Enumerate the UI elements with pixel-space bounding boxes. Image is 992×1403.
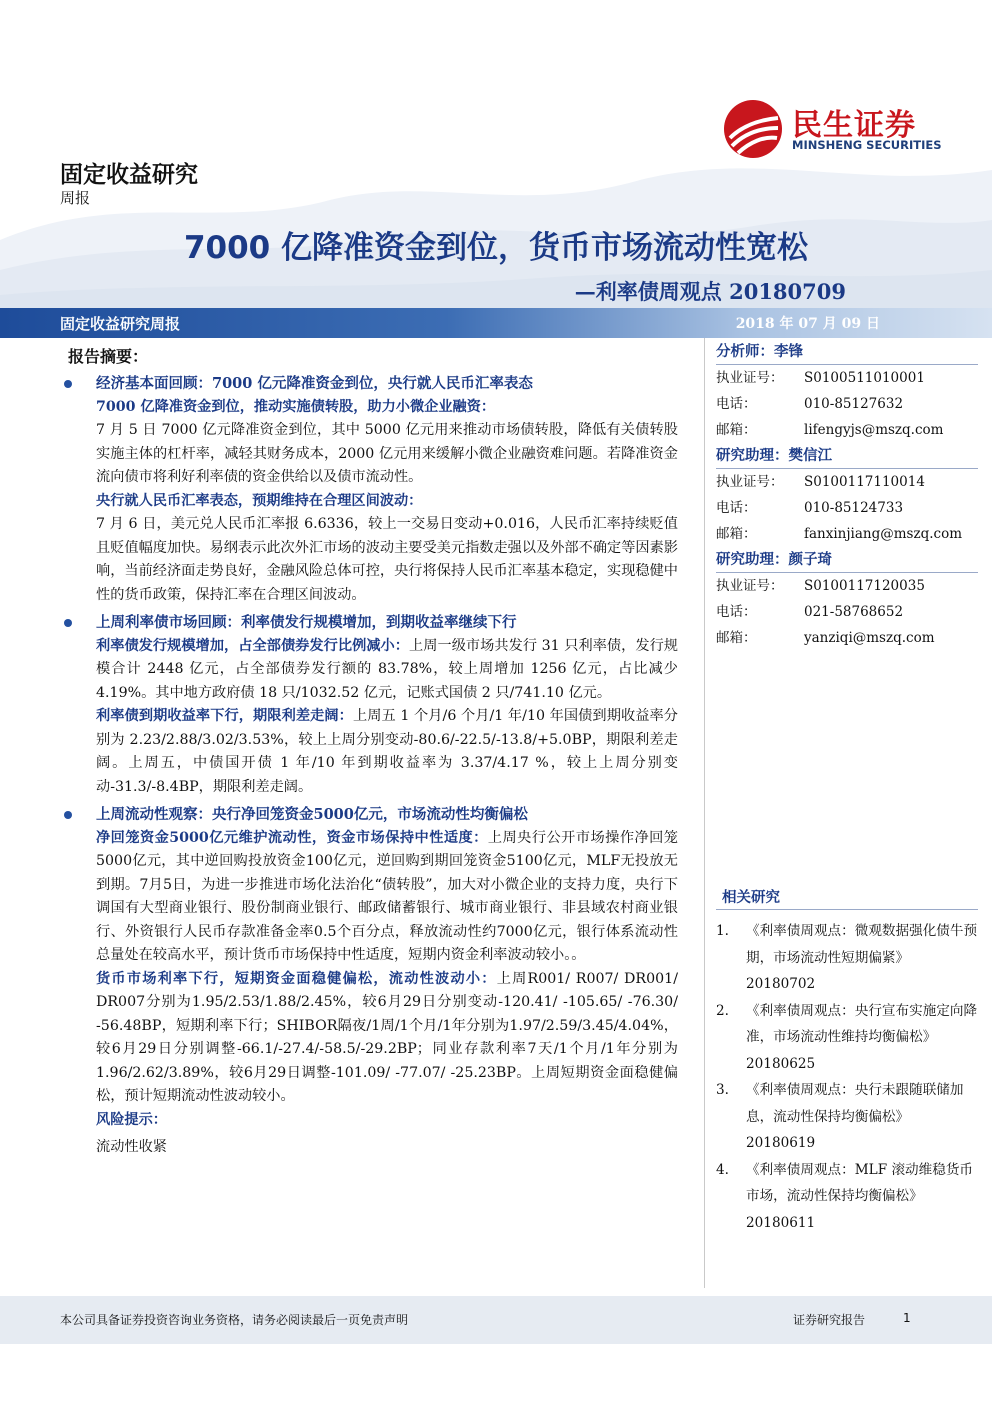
abstract-body	[68, 372, 678, 1160]
risk-heading: 风险提示：	[96, 1111, 167, 1128]
phone-row: 电话： 010-85124733	[716, 500, 904, 516]
related-item[interactable]: 1. 《利率债周观点：微观数据强化债牛预期，市场流动性短期偏紧》 20180702	[716, 923, 978, 992]
section-heading: 上周利率债市场回顾：利率债发行规模增加，到期收益率继续下行	[68, 611, 678, 635]
abstract-heading: 报告摘要：	[68, 347, 149, 366]
page-footer	[0, 1296, 992, 1344]
bullet-icon	[64, 380, 72, 388]
contact-heading: 分析师：李锋	[716, 340, 978, 365]
email-row[interactable]: 邮箱： yanziqi@mszq.com	[716, 630, 935, 646]
bullet-icon	[64, 619, 72, 627]
section-heading: 上周流动性观察：央行净回笼资金5000亿元，市场流动性均衡偏松	[68, 803, 678, 827]
contact-heading: 研究助理：樊信江	[716, 444, 978, 469]
related-item[interactable]: 3. 《利率债周观点：央行未跟随联储加息，流动性保持均衡偏松》 20180619	[716, 1082, 964, 1151]
paragraph: 利率债到期收益率下行，期限利差走阔：上周五 1 个月/6 个月/1 年/10 年国债到期收益率分别为 2.23/2.88/3.02/3.53%，较上上周分别变动-80.6/-22.5/-13.8/+5.0BP，期限利差走阔。上周五，中债国开债 1 年/10 年到期收益率为 3.37/4.17 %，较上上周分别变动-31.3/-8.4BP，期限利差走阔。	[96, 708, 678, 795]
report-category: 固定收益研究	[60, 162, 198, 188]
paragraph: 利率债发行规模增加，占全部债券发行比例减小：上周一级市场共发行 31 只利率债，发行规模合计 2448 亿元，占全部债券发行额的 83.78%，较上周增加 1256 亿元，占比减少 4.19%。其中地方政府债 18 只/1032.52 亿元，记账式国债 2 只/741.10 亿元。	[96, 637, 678, 701]
license-row: 执业证号： S0100511010001	[716, 370, 925, 386]
report-title: 7000 亿降准资金到位，货币市场流动性宽松	[183, 230, 809, 266]
license-row: 执业证号： S0100117120035	[716, 578, 925, 594]
related-research-heading: 相关研究	[716, 886, 978, 910]
report-label: 证券研究报告	[793, 1313, 866, 1327]
report-date: 2018 年 07 月 09 日	[735, 316, 880, 332]
license-row: 执业证号： S0100117110014	[716, 474, 925, 490]
logo-name-cn: 民生证券	[792, 108, 916, 143]
paragraph: 货币市场利率下行，短期资金面稳健偏松，流动性波动小：上周R001/ R007/ DR001/ DR007分别为1.95/2.53/1.88/2.45%，较6月29日分别变动-120.41/ -105.65/ -76.30/ -56.48BP，短期利率下行；SHIBOR隔夜/1周/1个月/1年分别为1.97/2.59/3.45/4.04%，较6月29日分别调整-66.1/-27.4/-58.5/-29.2BP；同业存款利率7天/1个月/1年分别为1.96/2.62/3.89%，较6月29日调整-101.09/ -77.07/ -25.23BP。上周短期资金面稳健偏松，预计短期流动性波动较小。	[96, 970, 678, 1104]
bullet-icon	[64, 811, 72, 819]
email-row[interactable]: 邮箱： fanxinjiang@mszq.com	[716, 526, 963, 542]
phone-row: 电话： 010-85127632	[716, 396, 904, 412]
section-heading: 经济基本面回顾：7000 亿元降准资金到位，央行就人民币汇率表态	[68, 372, 678, 396]
phone-row: 电话： 021-58768652	[716, 604, 904, 620]
paragraph-heading: 7000 亿降准资金到位，推动实施债转股，助力小微企业融资：	[96, 398, 496, 415]
page-number: 1	[903, 1311, 911, 1325]
report-type: 周报	[60, 189, 91, 207]
related-item[interactable]: 2. 《利率债周观点：央行宣布实施定向降准，市场流动性维持均衡偏松》 20180625	[716, 1002, 978, 1072]
risk-text: 流动性收紧	[96, 1139, 167, 1155]
paragraph-text: 7 月 6 日，美元兑人民币汇率报 6.6336，较上一交易日变动+0.016，人民币汇率持续贬值且贬值幅度加快。易纲表示此次外汇市场的波动主要受美元指数走强以及外部不确定等因素影响，当前经济面走势良好，金融风险总体可控，央行将保持人民币汇率基本稳定，实现稳健中性的货币政策，保持汇率在合理区间波动。	[96, 516, 678, 603]
related-item[interactable]: 4. 《利率债周观点：MLF 滚动维稳货币市场，流动性保持均衡偏松》 20180611	[716, 1161, 974, 1231]
contact-heading: 研究助理：颜子琦	[716, 548, 978, 573]
band-label: 固定收益研究周报	[60, 315, 181, 333]
paragraph-heading: 央行就人民币汇率表态，预期维持在合理区间波动：	[96, 492, 423, 509]
minsheng-logo-icon	[722, 98, 784, 160]
assistant-block	[716, 444, 978, 547]
paragraph-text: 7 月 5 日 7000 亿元降准资金到位，其中 5000 亿元用来推动市场债转股，降低有关债转股实施主体的杠杆率，减轻其财务成本，2000 亿元用来缓解小微企业融资难问题。若降准资金流向债市将利好利率债的资金供给以及债市流动性。	[96, 422, 678, 485]
paragraph: 净回笼资金5000亿元维护流动性，资金市场保持中性适度：上周央行公开市场操作净回笼5000亿元，其中逆回购投放资金100亿元，逆回购到期回笼资金5100亿元，MLF无投放无到期。7月5日，为进一步推进市场化法治化“债转股”，加大对小微企业的支持力度，央行下调国有大型商业银行、股份制商业银行、邮政储蓄银行、城市商业银行、非县域农村商业银行、外资银行人民币存款准备金率0.5个百分点，释放流动性约7000亿元，银行体系流动性总量处在较高水平，预计货币市场保持中性适度，短期内资金利率波动较小。。	[96, 829, 678, 963]
analyst-block	[716, 340, 978, 443]
related-research-list	[716, 918, 978, 1236]
header-band	[0, 308, 992, 338]
column-divider	[704, 338, 705, 1288]
assistant-block	[716, 548, 978, 651]
disclaimer-text: 本公司具备证券投资咨询业务资格，请务必阅读最后一页免责声明	[60, 1313, 409, 1327]
report-subtitle: —利率债周观点 20180709	[574, 279, 846, 304]
logo-name-en: MINSHENG SECURITIES	[792, 138, 942, 152]
email-row[interactable]: 邮箱： lifengyjs@mszq.com	[716, 422, 944, 438]
company-logo	[722, 98, 962, 160]
